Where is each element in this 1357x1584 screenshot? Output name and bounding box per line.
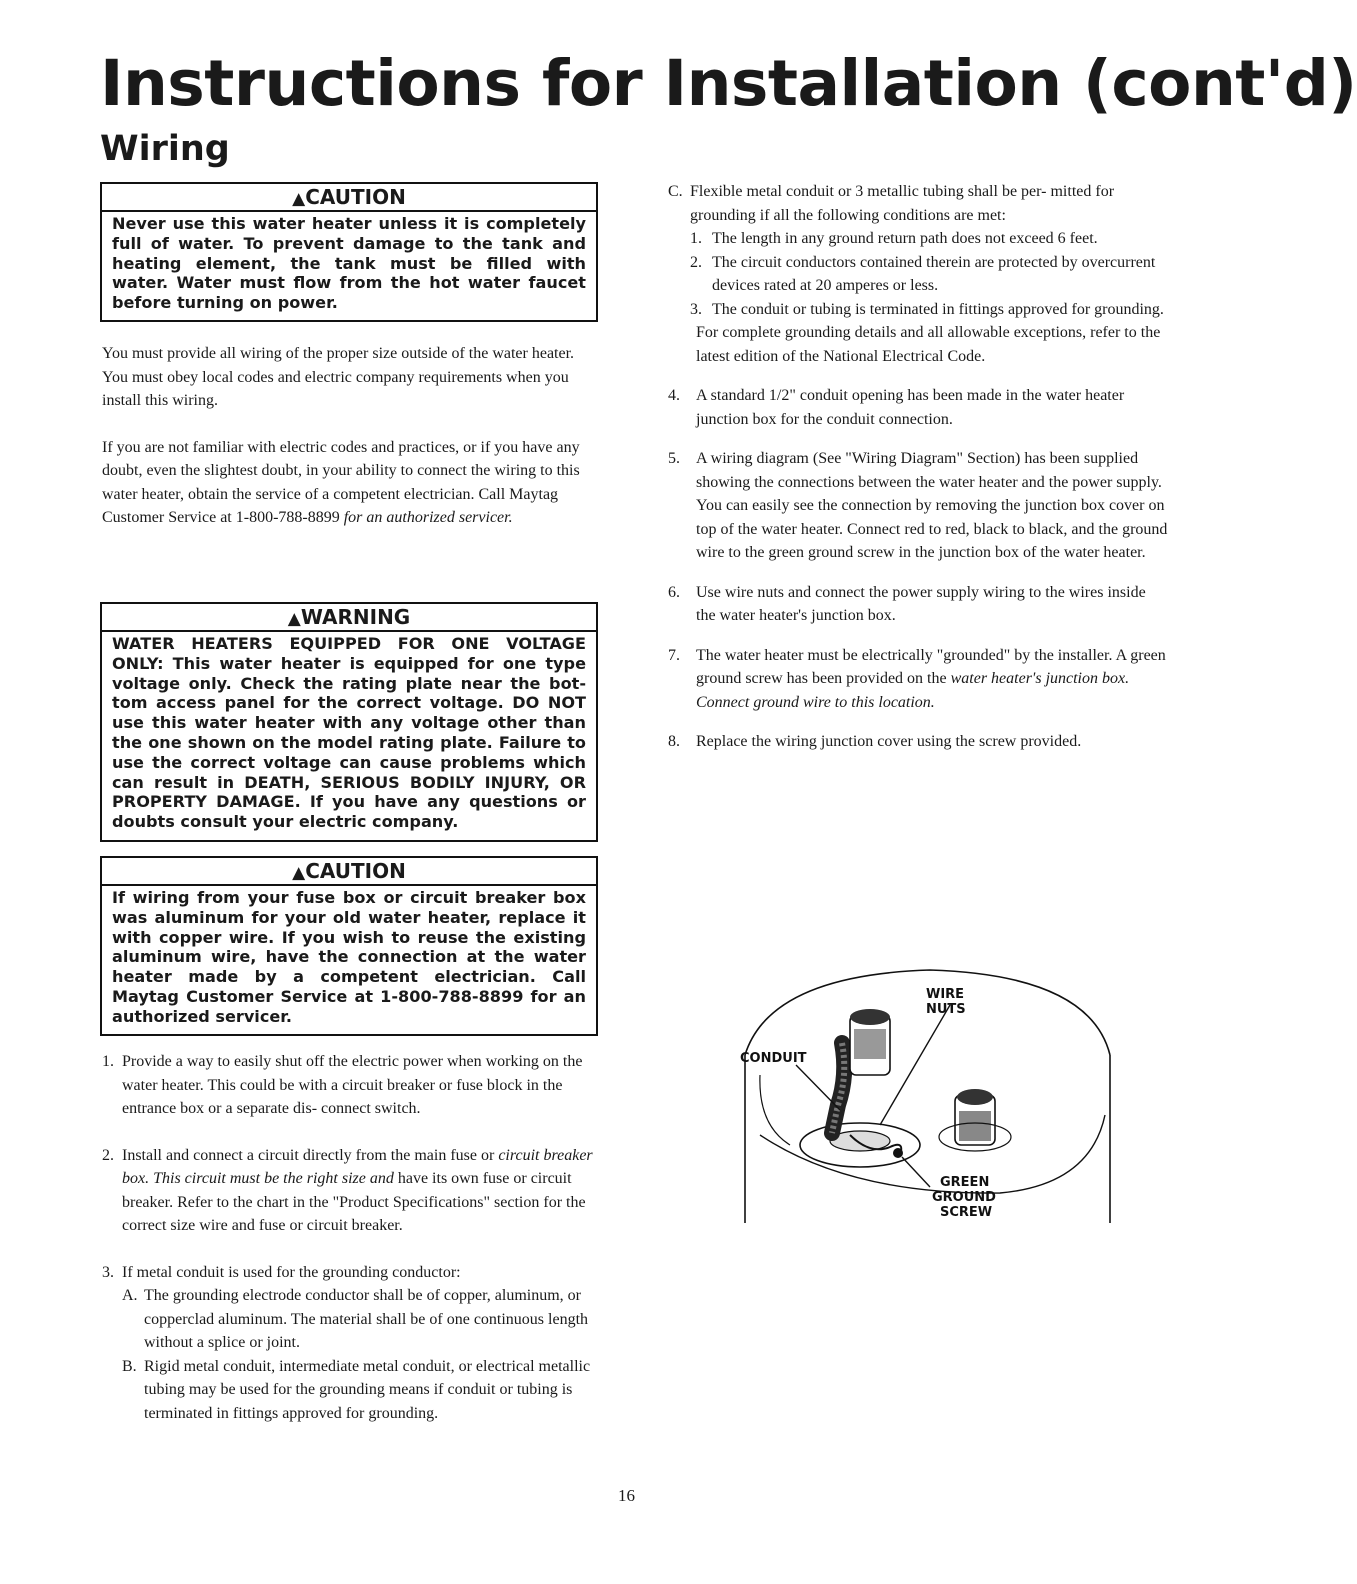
wire-nut-fitting-body	[854, 1029, 886, 1059]
warning-triangle-icon: ▲	[292, 189, 306, 209]
condition-2: 2. The circuit conductors contained therein are protected by overcurrent devices rated at 20 amperes or less.	[690, 253, 1156, 294]
wiring-diagram	[730, 965, 1130, 1235]
element-fitting-top	[957, 1089, 993, 1105]
list-item-3: 3. If metal conduit is used for the grounding conductor: A. The grounding electrode conductor shall be of copper, aluminum, or copperclad aluminum. The material shall be of one continuous length without a splice or joint. B. Rigid metal conduit, intermediate metal conduit, or electrical metallic tubing may be used for the grounding means if conduit or tubing is terminated in fittings approved for grounding.	[102, 1261, 598, 1426]
list-item-5: 5. A wiring diagram (See "Wiring Diagram" Section) has been supplied showing the connections between the water heater and the power supply. You can easily see the connection by removing the junction box cover on top of the water heater. Connect red to red, black to black, and the ground wire to the green ground screw in the junction box of the water heater.	[668, 450, 1168, 561]
list-subitem-b: B. Rigid metal conduit, intermediate metal conduit, or electrical metallic tubing may be used for the grounding means if conduit or tubing is terminated in fittings approved for grounding.	[122, 1357, 591, 1422]
conduit-callout-line	[796, 1065, 840, 1110]
section-title: Wiring	[100, 129, 230, 169]
conduit-size: 1/2"	[768, 387, 796, 404]
left-column	[102, 342, 598, 530]
wire-nut-fitting-top	[850, 1009, 890, 1025]
list-subitem-a: A. The grounding electrode conductor shall be of copper, aluminum, or copperclad aluminum. The material shall be of one continuous length without a splice or joint.	[122, 1287, 589, 1351]
right-column	[668, 180, 1168, 754]
ground-screw	[893, 1148, 903, 1158]
caution-box-aluminum	[100, 856, 598, 1036]
condition-1: 1. The length in any ground return path does not exceed 6 feet.	[690, 230, 1098, 247]
list-item-1: 1. Provide a way to easily shut off the electric power when working on the water heater. This could be with a circuit breaker or fuse block in the entrance box or a separate dis- connect switch.	[102, 1053, 583, 1117]
warning-box-voltage	[100, 602, 598, 842]
caution-text: Never use this water heater unless it is completely full of water. To prevent damage to the tank and heating element, the tank must be filled with water. Water must flow from the hot water faucet before turning on power.	[112, 214, 586, 313]
list-subitem-c: C. Flexible metal conduit or 3 metallic tubing shall be per- mitted for grounding if all the following conditions are met: 1. The length in any ground return path does not exceed 6 feet. 2. The circuit conductors contained therein are protected by overcurrent devices rated at 20 amperes or less. 3. The conduit or tubing is terminated in fittings approved for grounding.	[668, 180, 1168, 321]
list-item-8: 8. Replace the wiring junction cover using the screw provided.	[668, 733, 1082, 750]
list-item-4: 4. A standard 1/2" conduit opening has been made in the water heater junction box for the conduit connection.	[668, 387, 1125, 428]
ground-screw-callout-line	[902, 1157, 930, 1187]
warning-heading: ▲WARNING	[102, 604, 596, 632]
warning-text: WATER HEATERS EQUIPPED FOR ONE VOLTAGE ONLY: This water heater is equipped for one type voltage only. Check the rating plate near the bot- tom access panel for the correct voltage. DO NOT use this water heater with any voltage other than the one shown on the model rating plate. Failure to use the correct voltage can cause problems which can result in DEATH, SERIOUS BODILY INJURY, OR PROPERTY DAMAGE. If you have any questions or doubts consult your electric company.	[112, 634, 586, 832]
green-ground-screw-label: GREEN GROUND SCREW	[932, 1175, 996, 1220]
caution-text: If wiring from your fuse box or circuit breaker box was aluminum for your old water heater, replace it with copper wire. If you wish to reuse the existing aluminum wire, have the connection at the water heater made by a competent electrician. Call Maytag Customer Service at 1-800-788-8899 for an authorized servicer.	[112, 888, 586, 1026]
phone-number: 1-800-788-8899	[235, 509, 340, 526]
electrician-paragraph: If you are not familiar with electric codes and practices, or if you have any doubt, even the slightest doubt, in your ability to connect the wiring to this water heater, obtain the service of a competent electrician. Call Maytag Customer Service at 1-800-788-8899 for an authorized servicer.	[102, 438, 580, 526]
wire-nuts-label: WIRE NUTS	[926, 987, 966, 1017]
condition-3: 3. The conduit or tubing is terminated in fittings approved for grounding.	[690, 300, 1164, 318]
left-numbered-list	[102, 1050, 598, 1425]
conduit-label: CONDUIT	[740, 1051, 807, 1066]
element-fitting-body	[959, 1111, 991, 1141]
list-item-6: 6. Use wire nuts and connect the power supply wiring to the wires inside the water heater's junction box.	[668, 583, 1146, 624]
list-item-2: 2. Install and connect a circuit directly from the main fuse or circuit breaker box. This circuit must be the right size and have its own fuse or circuit breaker. Refer to the chart in the "Product Specifications" section for the correct size wire and fuse or circuit breaker.	[102, 1146, 593, 1234]
list-item-7: 7. The water heater must be electrically "grounded" by the installer. A green ground screw has been provided on the water heater's junction box. Connect ground wire to this location.	[668, 646, 1166, 711]
warning-triangle-icon: ▲	[287, 609, 301, 629]
grounding-note: For complete grounding details and all allowable exceptions, refer to the latest edition of the National Electrical Code.	[696, 324, 1161, 365]
page-number: 16	[618, 1486, 635, 1505]
warning-triangle-icon: ▲	[292, 863, 306, 883]
caution-heading: ▲CAUTION	[102, 184, 596, 212]
caution-heading: ▲CAUTION	[102, 858, 596, 886]
page-title: Instructions for Installation (cont'd)	[100, 47, 1357, 120]
wiring-intro-paragraph: You must provide all wiring of the proper size outside of the water heater. You must obey local codes and electric company requirements when you install this wiring.	[102, 345, 575, 409]
heater-shading-line	[760, 1075, 790, 1145]
caution-box-water	[100, 182, 598, 322]
